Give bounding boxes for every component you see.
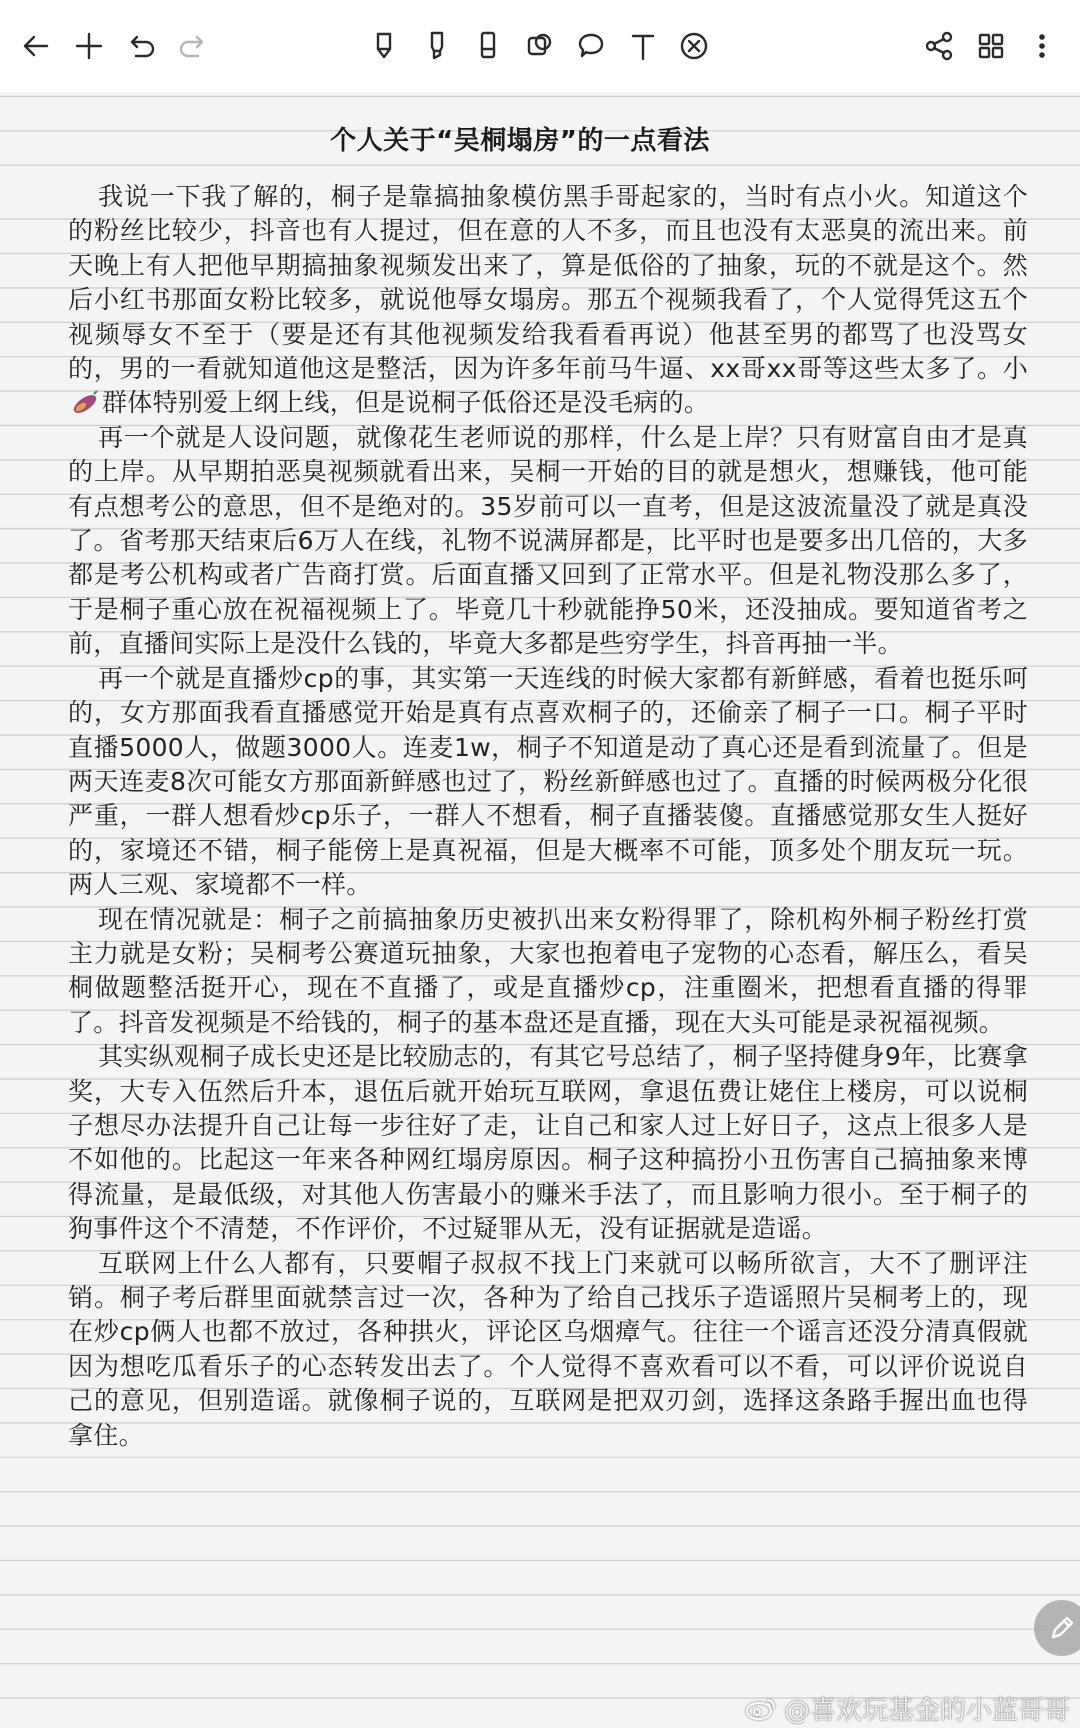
watermark-text: @喜欢玩基金的小蓝哥哥 xyxy=(783,1696,1070,1726)
undo-icon[interactable] xyxy=(119,24,163,68)
sweet-potato-emoji xyxy=(70,389,100,415)
weibo-icon xyxy=(744,1696,778,1722)
top-toolbar xyxy=(0,0,1080,93)
note-title: 个人关于“吴桐塌房”的一点看法 xyxy=(330,126,710,156)
grid-icon[interactable] xyxy=(969,24,1013,68)
pencil-icon xyxy=(1048,1614,1076,1642)
paragraph-3: 再一个就是直播炒cp的事，其实第一天连线的时候大家都有新鲜感，看着也挺乐呵的，女方那面我看直播感觉开始是真有点喜欢桐子的，还偷亲了桐子一口。桐子平时直播5000人，做题3000人。连麦1w，桐子不知道是动了真心还是看到流量了。但是两天连麦8次可能女方那面新鲜感也过了，粉丝新鲜感也过了。直播的时候两极分化很严重，一群人想看炒cp乐子，一群人不想看，桐子直播装傻。直播感觉那女生人挺好的，家境还不错，桐子能傍上是真祝福，但是大概率不可能，顶多处个朋友玩一玩。两人三观、家境都不一样。 xyxy=(68,663,1028,900)
share-icon[interactable] xyxy=(917,24,961,68)
eraser-icon[interactable] xyxy=(466,24,510,68)
redo-icon[interactable] xyxy=(171,24,215,68)
watermark xyxy=(744,1690,1070,1727)
pen-icon[interactable] xyxy=(362,24,406,68)
paragraph-1-tail: 群体特别爱上纲上线，但是说桐子低俗还是没毛病的。 xyxy=(102,388,710,418)
paragraph-2: 再一个就是人设问题，就像花生老师说的那样，什么是上岸？只有财富自由才是真的上岸。从早期拍恶臭视频就看出来，吴桐一开始的目的就是想火，想赚钱，他可能有点想考公的意思，但不是绝对的。35岁前可以一直考，但是这波流量没了就是真没了。省考那天结束后6万人在线，礼物不说满屏都是，比平时也是要多出几倍的，大多都是考公机构或者广告商打赏。后面直播又回到了正常水平。但是礼物没那么多了，于是桐子重心放在祝福视频上了。毕竟几十秒就能挣50米，还没抽成。要知道省考之前，直播间实际上是没什么钱的，毕竟大多都是些穷学生，抖音再抽一半。 xyxy=(68,422,1028,659)
close-circle-icon[interactable] xyxy=(672,24,716,68)
lasso-icon[interactable] xyxy=(517,24,561,68)
plus-icon[interactable] xyxy=(67,24,111,68)
paragraph-1 xyxy=(68,180,1028,421)
back-arrow-icon[interactable] xyxy=(14,24,58,68)
paragraph-5: 其实纵观桐子成长史还是比较励志的，有其它号总结了，桐子坚持健身9年，比赛拿奖，大专入伍然后升本，退伍后就开始玩互联网，拿退伍费让姥住上楼房，可以说桐子想尽办法提升自己让每一步往好了走，让自己和家人过上好日子，这点上很多人是不如他的。比起这一年来各种网红塌房原因。桐子这种搞扮小丑伤害自己搞抽象来博得流量，是最低级，对其他人伤害最小的赚米手法了，而且影响力很小。至于桐子的狗事件这个不清楚，不作评价，不过疑罪从无，没有证据就是造谣。 xyxy=(68,1042,1028,1244)
note-body xyxy=(68,180,1028,1453)
paragraph-4: 现在情况就是：桐子之前搞抽象历史被扒出来女粉得罪了，除机构外桐子粉丝打赏主力就是女粉；吴桐考公赛道玩抽象，大家也抱着电子宠物的心态看，解压么，看吴桐做题整活挺开心，现在不直播了，或是直播炒cp，注重圈米，把想看直播的得罪了。抖音发视频是不给钱的，桐子的基本盘还是直播，现在大头可能是录祝福视频。 xyxy=(68,904,1028,1037)
shape-icon[interactable] xyxy=(569,24,613,68)
highlighter-icon[interactable] xyxy=(415,24,459,68)
paragraph-6: 互联网上什么人都有，只要帽子叔叔不找上门来就可以畅所欲言，大不了删评注销。桐子考后群里面就禁言过一次，各种为了给自己找乐子造谣照片吴桐考上的，现在炒cp俩人也都不放过，各种拱火，评论区乌烟瘴气。往往一个谣言还没分清真假就因为想吃瓜看乐子的心态转发出去了。个人觉得不喜欢看可以不看，可以评价说说自己的意见，但别造谣。就像桐子说的，互联网是把双刃剑，选择这条路手握出血也得拿住。 xyxy=(68,1248,1028,1450)
text-icon[interactable] xyxy=(621,24,665,68)
more-icon[interactable] xyxy=(1020,24,1064,68)
paragraph-1-text: 我说一下我了解的，桐子是靠搞抽象模仿黑手哥起家的，当时有点小火。知道这个的粉丝比较少，抖音也有人提过，但在意的人不多，而且也没有太恶臭的流出来。前天晚上有人把他早期搞抽象视频发出来了，算是低俗的了抽象，玩的不就是这个。然后小红书那面女粉比较多，就说他辱女塌房。那五个视频我看了，个人觉得凭这五个视频辱女不至于（要是还有其他视频发给我看看再说）他甚至男的都骂了也没骂女的，男的一看就知道他这是整活，因为许多年前马牛逼、xx哥xx哥等这些太多了。小 xyxy=(68,182,1028,384)
